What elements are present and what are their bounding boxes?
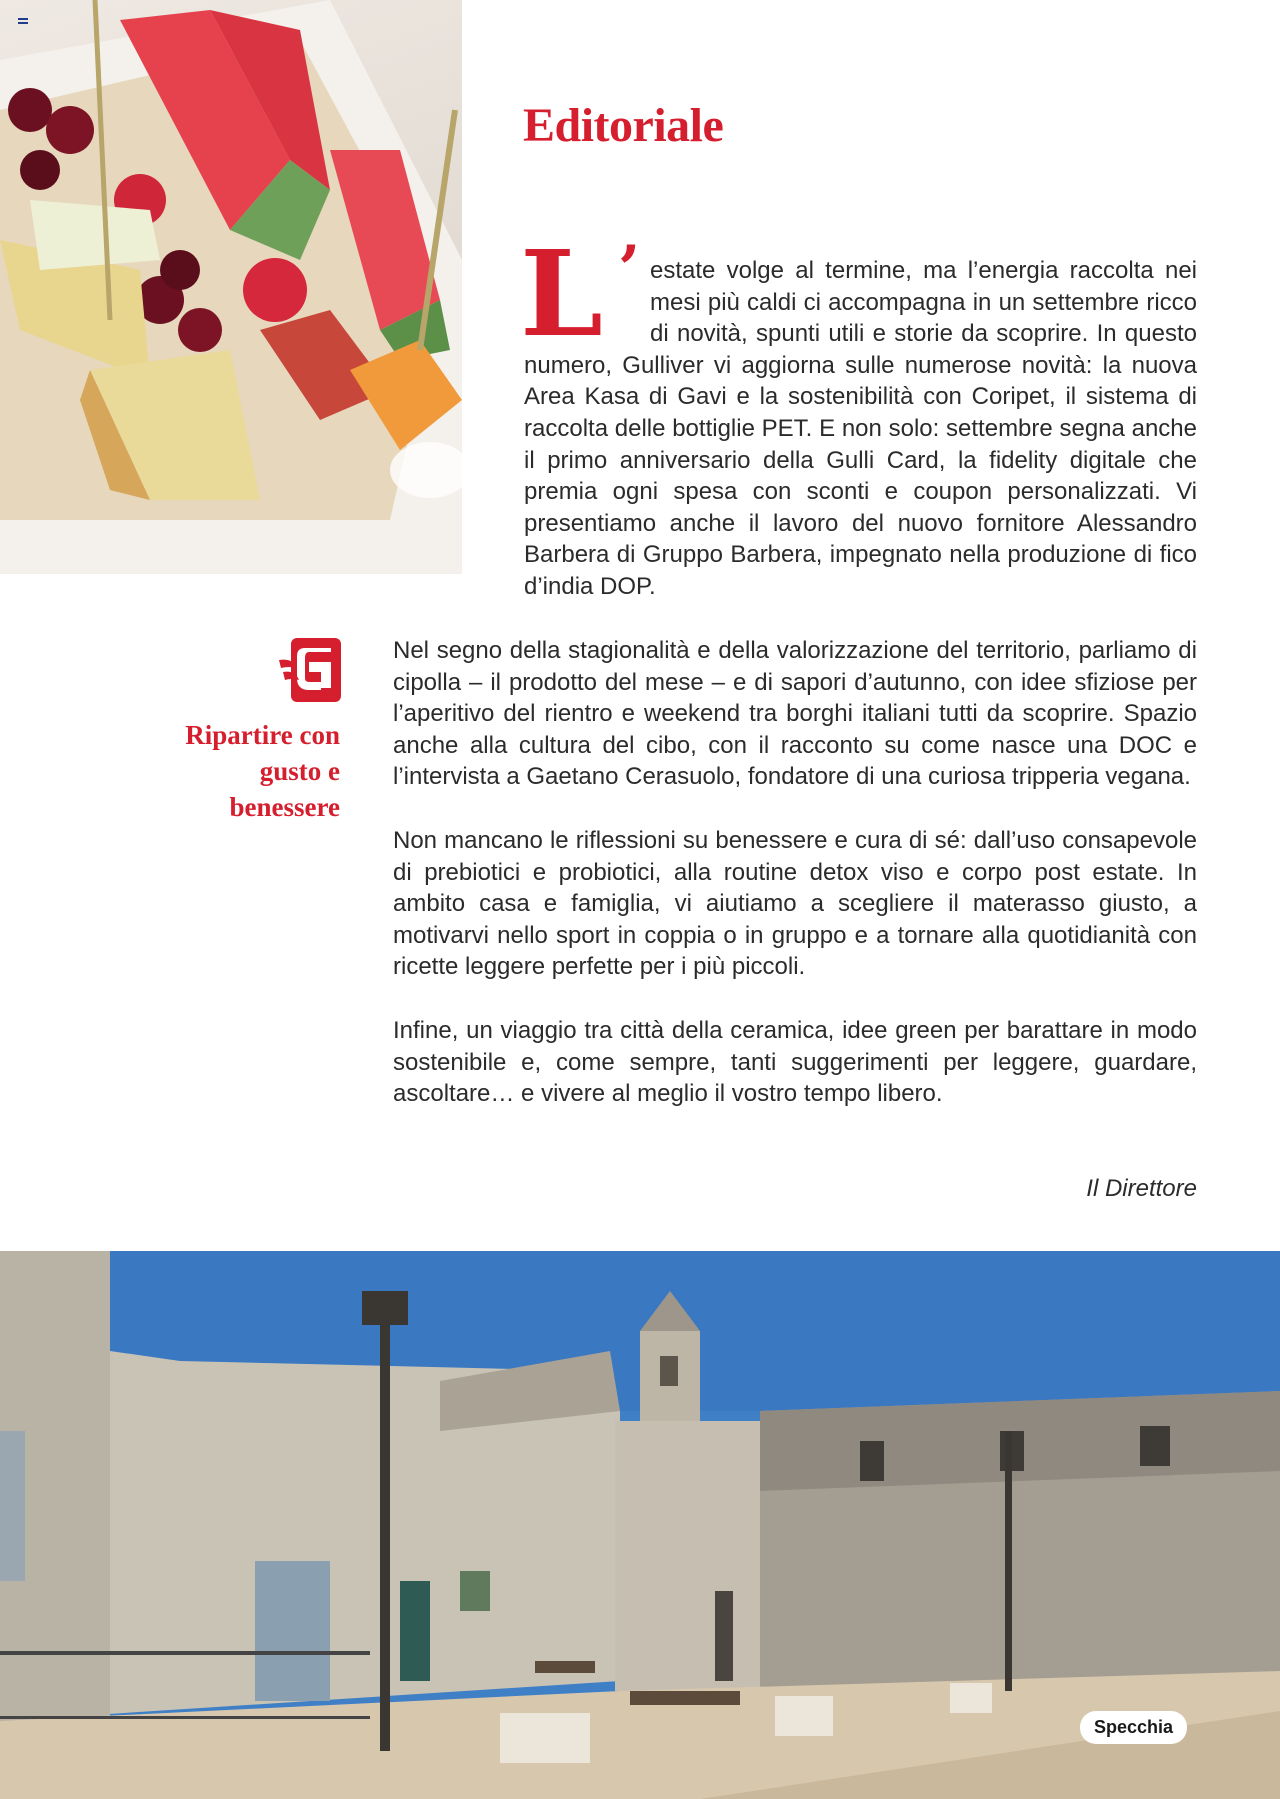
drop-cap: L: [520, 224, 603, 363]
gulliver-g-logo-icon: [279, 638, 341, 702]
editorial-body: [393, 635, 1197, 1142]
intro-paragraph: [524, 255, 1197, 603]
body-paragraph: Nel segno della stagionalità e della valorizzazione del territorio, parliamo di cipolla – il prodotto del mese – e di sapori d’autunno, con idee sfiziose per l’aperitivo del rientro e weekend tra borghi italiani tutti da scoprire. Spazio anche alla cultura del cibo, con il racconto su come nasce una DOC e l’intervista a Gaetano Cerasuolo, fondatore di una curiosa tripperia vegana.: [393, 637, 1197, 791]
menu-icon[interactable]: [18, 18, 28, 26]
fruit-platter-illustration: [0, 0, 462, 574]
signature: Il Direttore: [1086, 1175, 1197, 1202]
intro-text: estate volge al termine, ma l’energia raccolta nei mesi più caldi ci accompagna in un settembre ricco di novità, spunti utili e storie da scoprire. In questo numero, Gulliver vi aggiorna sulle numerose novità: la nuova Area Kasa di Gavi e la sostenibilità con Coripet, il sistema di raccolta delle bottiglie PET. E non solo: settembre segna anche il primo anniversario della Gulli Card, la fidelity digitale che premia ogni spesa con sconti e coupon personalizzati. Vi presentiamo anche il lavoro del nuovo fornitore Alessandro Barbera di Gruppo Barbera, impegnato nella produzione di fico d’india DOP.: [524, 257, 1197, 600]
place-label-badge: Specchia: [1080, 1711, 1187, 1744]
body-paragraph: Infine, un viaggio tra città della ceramica, idee green per barattare in modo sostenibile e, come sempre, tanti suggerimenti per leggere, guardare, ascoltare… e vivere al meglio il vostro tempo libero.: [393, 1016, 1197, 1108]
pull-quote: Ripartire con gusto e benessere: [185, 720, 340, 822]
fruit-platter-photo: [0, 0, 462, 574]
body-paragraph: Non mancano le riflessioni su benessere e cura di sé: dall’uso consapevole di prebiotici e probiotici, alla routine detox viso e corpo post estate. In ambito casa e famiglia, vi aiutiamo a scegliere il materasso giusto, a motivarvi nello sport in coppia o in gruppo e a tornare alla quotidianità con ricette leggere perfette per i più piccoli.: [393, 826, 1197, 981]
drop-cap-apostrophe: ’: [618, 232, 641, 307]
page-title: Editoriale: [523, 99, 724, 152]
town-square-photo: [0, 1251, 1280, 1799]
